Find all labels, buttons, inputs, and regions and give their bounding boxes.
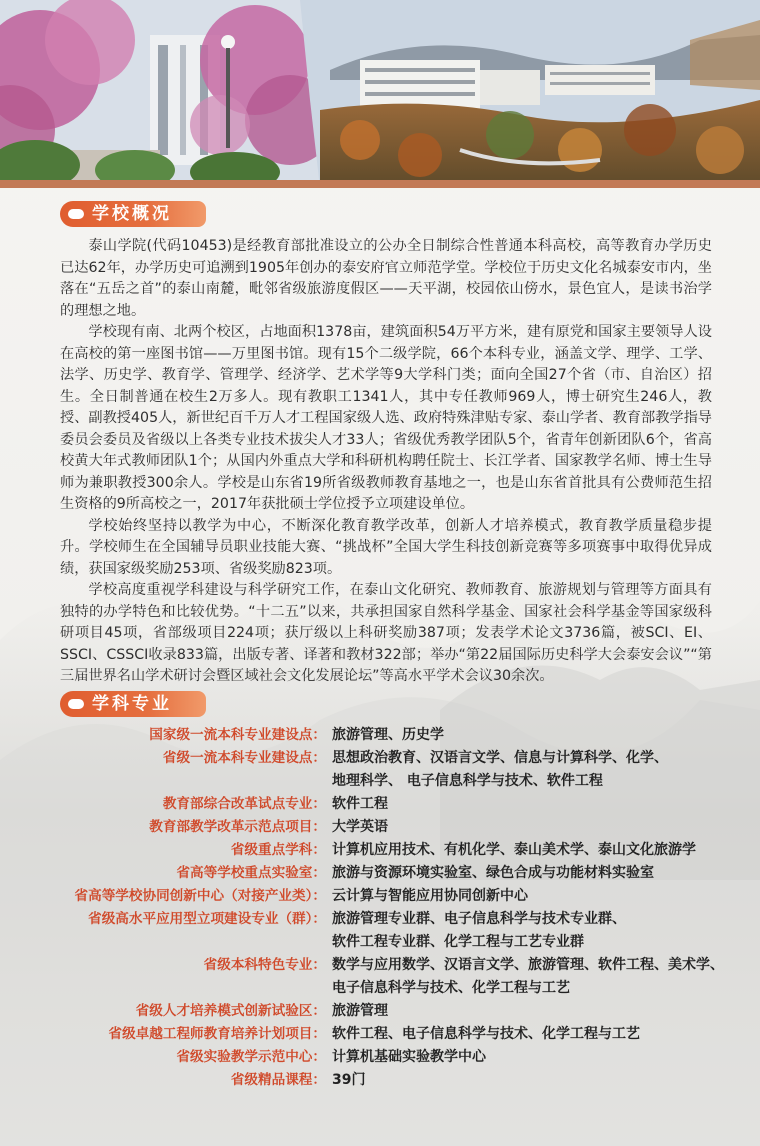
- subject-row-value: [326, 885, 730, 908]
- subject-row-value-line: 软件工程: [332, 796, 388, 812]
- subject-row-value: [326, 816, 730, 839]
- section-title-overview: 学校概况: [92, 204, 172, 224]
- subject-row-label: 教育部综合改革试点专业：: [162, 796, 326, 812]
- subject-row-value-line: 软件工程、电子信息科学与技术、化学工程与工艺: [332, 1026, 640, 1042]
- overview-paragraph-2: 学校现有南、北两个校区，占地面积1378亩，建筑面积54万平方米，建有原党和国家主要领导人设在高校的第一座图书馆——万里图书馆。现有15个二级学院，66个本科专业，涵盖文学、理学、工学、法学、历史学、教育学、管理学、经济学、艺术学等9大学科门类；面向全国27个省（市、自治区）招生。全日制普通在校生2万多人。现有教职工1341人，其中专任教师969人，博士研究生246人，教授、副教授405人，新世纪百千万人才工程国家级人选、政府特殊津贴专家、泰山学者、教育部教学指导委员会委员及省级以上各类专业技术拔尖人才33人；省级优秀教学团队5个，省青年创新团队6个，省高校黄大年式教师团队1个；从国内外重点大学和科研机构聘任院士、长江学者、国家教学名师、博士生导师为兼职教授300余人。学校是山东省19所省级教师教育基地之一，也是山东省首批具有公费师范生招生资格的9所高校之一，2017年获批硕士学位授予立项建设单位。: [60, 324, 712, 512]
- overview-paragraph-1: 泰山学院(代码10453)是经教育部批准设立的公办全日制综合性普通本科高校，高等教育办学历史已达62年，办学历史可追溯到1905年创办的泰安府官立师范学堂。学校位于历史文化名城泰安市内，坐落在“五岳之首”的泰山南麓，毗邻省级旅游度假区——天平湖，校园依山傍水，景色宜人，是读书治学的理想之地。: [60, 238, 712, 319]
- subject-row-label: 省级精品课程：: [230, 1072, 326, 1088]
- subject-row-value-line: 思想政治教育、汉语言文学、信息与计算科学、化学、: [332, 750, 668, 766]
- subject-row-label: 省高等学校协同创新中心（对接产业类）：: [74, 888, 326, 904]
- subject-row-label: 省级卓越工程师教育培养计划项目：: [108, 1026, 326, 1042]
- subject-row-label: 省级高水平应用型立项建设专业（群）：: [88, 911, 326, 927]
- subject-row-value-line: 云计算与智能应用协同创新中心: [332, 888, 528, 904]
- subject-row-label: 省级人才培养模式创新试验区：: [135, 1003, 326, 1019]
- subject-row-value: [326, 862, 730, 885]
- subject-row-value: [326, 1000, 730, 1023]
- subject-row: [40, 1069, 730, 1092]
- subject-row: [40, 862, 730, 885]
- subject-row-value-line: 数学与应用数学、汉语言文学、旅游管理、软件工程、美术学、: [332, 957, 724, 973]
- subject-row-value-line: 计算机应用技术、有机化学、泰山美术学、泰山文化旅游学: [332, 842, 696, 858]
- subject-row: [40, 747, 730, 793]
- subject-row-value-line: 39门: [332, 1072, 366, 1088]
- subject-row-value: [326, 954, 730, 1000]
- overview-paragraph-3: 学校始终坚持以教学为中心，不断深化教育教学改革，创新人才培养模式，教育教学质量稳步提升。学校师生在全国辅导员职业技能大赛、“挑战杯”全国大学生科技创新竞赛等多项赛事中取得优异成绩，获国家级奖励253项、省级奖励823项。: [60, 517, 712, 577]
- overview-paragraph-4: 学校高度重视学科建设与科学研究工作，在泰山文化研究、教师教育、旅游规划与管理等方面具有独特的办学特色和比较优势。“十二五”以来，共承担国家自然科学基金、国家社会科学基金等国家级科研项目45项，省部级项目224项；获厅级以上科研奖励387项；发表学术论文3736篇，被SCI、EI、SSCI、CSSCI收录833篇，出版专著、译著和教材322部；举办“第22届国际历史科学大会泰安会议”“第三届世界名山学术研讨会暨区域社会文化发展论坛”等高水平学术会议30余次。: [60, 582, 712, 684]
- subject-row-label: 省级本科特色专业：: [203, 957, 326, 973]
- subject-row-value: [326, 1069, 730, 1092]
- subject-row-label: 省高等学校重点实验室：: [176, 865, 326, 881]
- subject-row: [40, 1023, 730, 1046]
- subject-row-value: [326, 839, 730, 862]
- section-title-subjects: 学科专业: [92, 694, 172, 714]
- cherry-blossom-photo: [0, 0, 335, 188]
- subject-row: [40, 816, 730, 839]
- subject-row-value-line: 计算机基础实验教学中心: [332, 1049, 486, 1065]
- subject-row: [40, 908, 730, 954]
- subjects-list: [40, 724, 730, 1092]
- pill-dot-icon: [68, 699, 84, 709]
- subject-row-value: [326, 1046, 730, 1069]
- subject-row: [40, 1046, 730, 1069]
- subject-row-value-line: 软件工程专业群、化学工程与工艺专业群: [332, 934, 584, 950]
- campus-photo-banner: [0, 0, 760, 188]
- subject-row-value-line: 旅游与资源环境实验室、绿色合成与功能材料实验室: [332, 865, 654, 881]
- pill-dot-icon: [68, 209, 84, 219]
- subject-row: [40, 885, 730, 908]
- subject-row: [40, 793, 730, 816]
- banner-bottom-strip: [0, 180, 760, 188]
- subject-row-label: 省级一流本科专业建设点：: [162, 750, 326, 766]
- subject-row: [40, 1000, 730, 1023]
- subject-row-value-line: 旅游管理专业群、电子信息科学与技术专业群、: [332, 911, 626, 927]
- subject-row-value: [326, 747, 730, 793]
- subject-row-value-line: 地理科学、 电子信息科学与技术、软件工程: [332, 773, 603, 789]
- subject-row-value: [326, 724, 730, 747]
- subject-row-label: 省级实验教学示范中心：: [176, 1049, 326, 1065]
- subject-row-value: [326, 1023, 730, 1046]
- overview-text: [60, 236, 712, 688]
- subject-row-value-line: 大学英语: [332, 819, 388, 835]
- subject-row-label: 省级重点学科：: [230, 842, 326, 858]
- subject-row-value: [326, 908, 730, 954]
- subject-row: [40, 839, 730, 862]
- campus-aerial-photo: [300, 0, 760, 188]
- subject-row-value-line: 旅游管理: [332, 1003, 388, 1019]
- subject-row-value: [326, 793, 730, 816]
- subject-row-label: 国家级一流本科专业建设点：: [149, 727, 326, 743]
- subject-row-label: 教育部教学改革示范点项目：: [149, 819, 326, 835]
- subject-row-value-line: 旅游管理、历史学: [332, 727, 444, 743]
- subject-row-value-line: 电子信息科学与技术、化学工程与工艺: [332, 980, 570, 996]
- subject-row: [40, 724, 730, 747]
- subject-row: [40, 954, 730, 1000]
